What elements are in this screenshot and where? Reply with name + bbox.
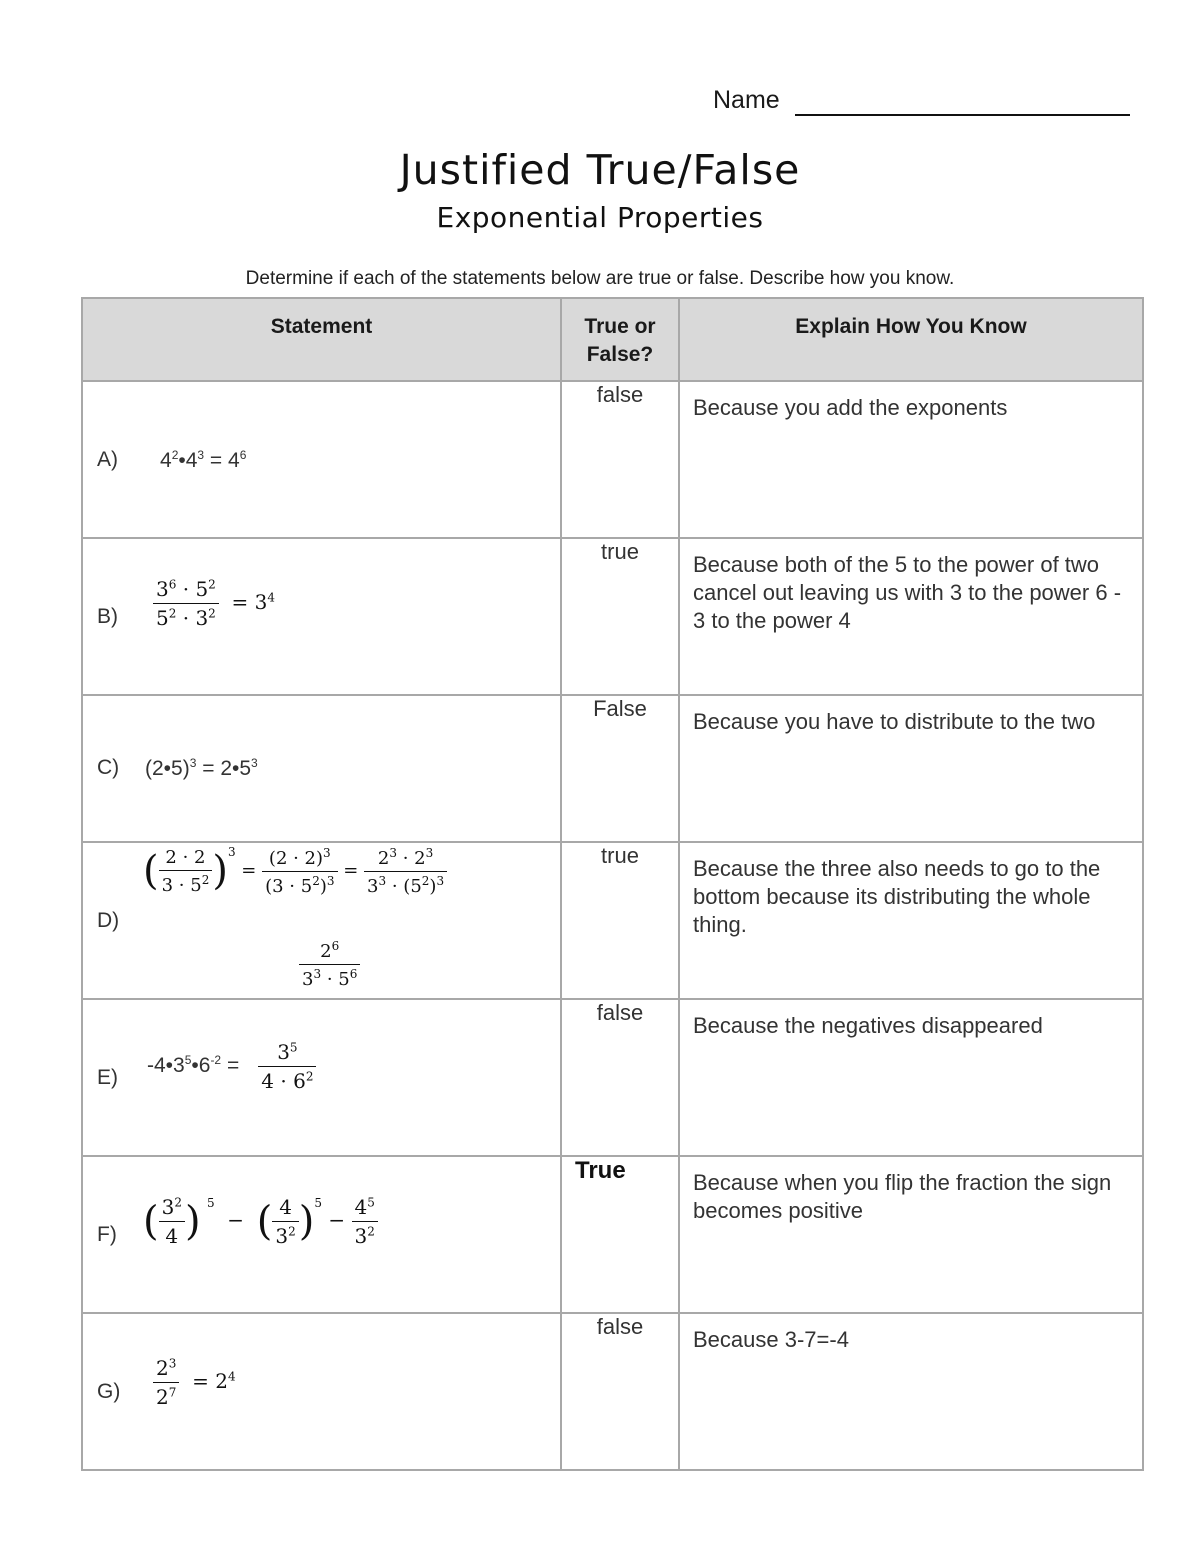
statement-cell bbox=[82, 1156, 561, 1313]
statement-cell bbox=[82, 1313, 561, 1470]
header-true-false bbox=[561, 298, 679, 381]
statement-equation: (2•5)$^3$ = $2•5^3$ bbox=[145, 756, 258, 780]
answer-cell[interactable] bbox=[561, 1156, 679, 1313]
explanation-cell[interactable]: Because the negatives disappeared bbox=[679, 999, 1143, 1156]
answer-cell[interactable]: true bbox=[561, 842, 679, 999]
page-title: Justified True/False bbox=[399, 146, 801, 194]
row-letter: E) bbox=[97, 1066, 118, 1089]
statement-cell bbox=[82, 381, 561, 538]
answer-cell[interactable]: false bbox=[561, 999, 679, 1156]
row-letter: D) bbox=[97, 909, 120, 932]
table-row bbox=[82, 1313, 1143, 1470]
explanation-cell[interactable]: Because 3-7=-4 bbox=[679, 1313, 1143, 1470]
table-header-row bbox=[82, 298, 1143, 381]
table-row bbox=[82, 538, 1143, 695]
answer-cell[interactable]: true bbox=[561, 538, 679, 695]
explanation-cell[interactable]: Because the three also needs to go to the bottom because its distributing the whole thing. bbox=[679, 842, 1143, 999]
statement-equation: $4^2•4^3 = 4^6$ bbox=[160, 448, 247, 472]
header-explain: Explain How You Know bbox=[679, 298, 1143, 381]
explanation-cell[interactable]: Because you add the exponents bbox=[679, 381, 1143, 538]
statement-cell bbox=[82, 842, 561, 999]
answer-cell[interactable]: False bbox=[561, 695, 679, 842]
table-row bbox=[82, 842, 1143, 999]
row-letter: C) bbox=[97, 756, 120, 779]
explanation-cell[interactable]: Because you have to distribute to the two bbox=[679, 695, 1143, 842]
statement-equation: $-4•3^5•6^{-2}$ = $\frac{3^5}{4 \cdot 6^2}$ bbox=[147, 1040, 316, 1093]
table-row bbox=[82, 999, 1143, 1156]
name-field[interactable] bbox=[795, 114, 1130, 116]
statement-equation: ( $\frac{3^2}{4}$ ) $^5$ − ( $\frac{4}{3^2}$ )$^5$ − $\frac{4^5}{3^2}$ bbox=[143, 1195, 378, 1248]
row-letter: F) bbox=[97, 1223, 117, 1246]
explanation-cell[interactable]: Because both of the 5 to the power of two cancel out leaving us with 3 to the power 6 - 3 to the power 4 bbox=[679, 538, 1143, 695]
instructions: Determine if each of the statements below are true or false. Describe how you know. bbox=[245, 268, 955, 289]
header-true-false-label: True or False? bbox=[584, 315, 656, 366]
answer-cell[interactable]: false bbox=[561, 1313, 679, 1470]
row-letter: A) bbox=[97, 448, 118, 471]
statement-equation: $\frac{3^6 \cdot 5^2}{5^2 \cdot 3^2}$ = $3^4$ bbox=[153, 577, 275, 630]
name-label: Name bbox=[713, 86, 780, 114]
true-false-table bbox=[81, 297, 1144, 1471]
statement-cell bbox=[82, 538, 561, 695]
statement-cell bbox=[82, 695, 561, 842]
page-subtitle: Exponential Properties bbox=[436, 201, 764, 234]
statement-equation-simplified: $\frac{2^6}{3^3 \cdot 5^6}$ bbox=[299, 939, 360, 990]
explanation-cell[interactable]: Because when you flip the fraction the sign becomes positive bbox=[679, 1156, 1143, 1313]
header-statement: Statement bbox=[82, 298, 561, 381]
table-row bbox=[82, 1156, 1143, 1313]
statement-equation: $\frac{2^3}{2^7}$ = $2^4$ bbox=[153, 1356, 236, 1409]
table-row bbox=[82, 381, 1143, 538]
answer-cell[interactable]: false bbox=[561, 381, 679, 538]
statement-equation: ( $\frac{2 \cdot 2}{3 \cdot 5^2}$ )$^3$ = $\frac{(2 \cdot 2)^3}{(3 \cdot 5^2)^3}$ = $\frac{2^3 \cdot 2^3}{3^3 \cdot (5^2)^3}$ bbox=[143, 845, 447, 897]
row-letter: B) bbox=[97, 605, 118, 628]
answer-text: True bbox=[575, 1157, 626, 1184]
statement-cell bbox=[82, 999, 561, 1156]
table-row bbox=[82, 695, 1143, 842]
row-letter: G) bbox=[97, 1380, 121, 1403]
